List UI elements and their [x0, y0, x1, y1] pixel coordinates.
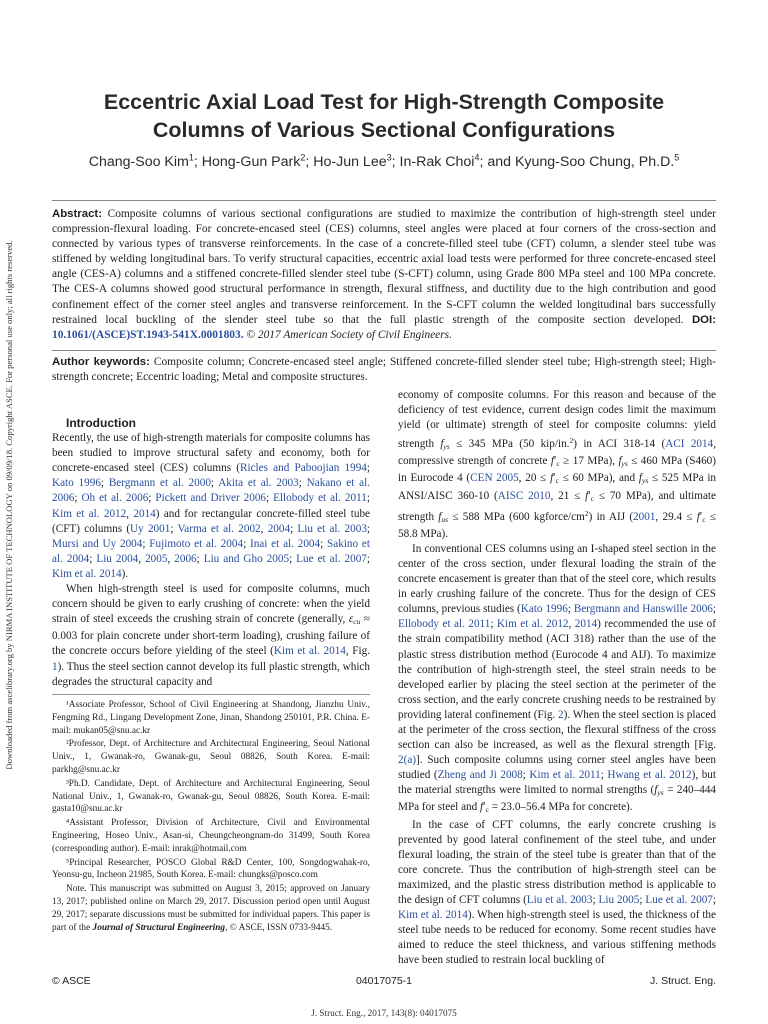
footnotes: [52, 694, 370, 935]
keywords-rule: [52, 350, 716, 351]
body-paragraph: Recently, the use of high-strength materials for composite columns has been studied to improve structural safety and economy, both for concrete-encased steel (CES) columns (Ricles and Paboojian 1994; Kato 1996; Bergmann et al. 2000; Akita et al. 2003; Nakano et al. 2006; Oh et al. 2006; Pickett and Driver 2006; Ellobody et al. 2011; Kim et al. 2012, 2014) and for rectangular concrete-filled steel tube (CFT) columns (Uy 2001; Varma et al. 2002, 2004; Liu et al. 2003; Mursi and Uy 2004; Fujimoto et al. 2004; Inai et al. 2004; Sakino et al. 2004; Liu 2004, 2005, 2006; Liu and Gho 2005; Lue et al. 2007; Kim et al. 2014).: [52, 432, 371, 580]
abstract: [52, 207, 716, 343]
page-citation: J. Struct. Eng., 2017, 143(8): 04017075: [311, 1008, 457, 1018]
copyright-notice: © 2017 American Society of Civil Engineers.: [246, 328, 452, 341]
keywords-label: Author keywords:: [52, 356, 150, 368]
paper-title: [40, 88, 728, 144]
author: Kyung-Soo Chung, Ph.D.$^5$: [514, 152, 680, 170]
journal-name: Journal of Structural Engineering: [92, 922, 226, 933]
body-paragraph: In the case of CFT columns, the early concrete crushing is prevented by good lateral confinement of the steel tube, and under flexural loading, the strain of the steel tube is greater than that of the core concrete. Thus the contribution of high-strength steel can be maximized, and the plastic stress distribution method is applicable to the design of CFT columns (Liu et al. 2003; Liu 2005; Lue et al. 2007; Kim et al. 2014). When high-strength steel is used, the thickness of the steel tube needs to be reduced for economy. Some recent studies have aimed to reduce the steel thickness, and various stiffening methods have been studied to restrain local buckling of: [398, 818, 717, 967]
right-column: [398, 388, 716, 968]
author-keywords: [52, 355, 716, 385]
submission-note: Note. This manuscript was submitted on August 3, 2015; approved on January 13, 2017; published online on March 29, 2017. Discussion period open until August 29, 2017; separate discussions must be submitted for individual papers. This paper is part of the Journal of Structural Engineering, © ASCE, ISSN 0733-9445.: [52, 884, 370, 933]
author: Ho-Jun Lee$^3$;: [313, 152, 400, 170]
footer-copyright: © ASCE: [52, 975, 91, 987]
author: Chang-Soo Kim$^1$;: [88, 152, 202, 170]
left-column: [52, 416, 370, 690]
download-notice: [0, 150, 18, 860]
title-line-1: Eccentric Axial Load Test for High-Strength Composite: [103, 90, 665, 114]
keywords-text: Composite column; Concrete-encased steel angle; Stiffened concrete-filled slender steel tube; High-strength steel; High-strength concrete; Eccentric loading; Metal and composite structures.: [52, 356, 716, 384]
body-paragraph: When high-strength steel is used for composite columns, much concern should be given to early crushing of concrete: when the yield strain of steel exceeds the crushing strain of concrete (generally, $\varepsilon_{cu} \approx 0.003$ for plain concrete under short-term loading), crushing failure of the concrete occurs before yielding of the steel (Kim et al. 2014, Fig. 1). Thus the steel section cannot develop its full plastic strength, which degrades the structural capacity and: [52, 583, 371, 688]
title-line-2: Columns of Various Sectional Configurations: [152, 118, 616, 142]
author: In-Rak Choi$^4$; and: [399, 152, 515, 170]
abstract-text: Composite columns of various sectional configurations are studied to maximize the contribution of high-strength steel under compression-flexural loading. For concrete-encased steel (CES) columns, steel angles were placed at four corners of the cross-section and connected by various types of transverse reinforcements. In the case of a concrete-filled steel tube (CFT) column, a slender steel tube was stiffened by welding longitudinal bars. To verify structural capacities, eccentric axial load tests were performed for three concrete-encased steel angle (CES-A) columns and a stiffened concrete-filled slender steel tube (S-CFT) column, using Grade 800 MPa steel and 100 MPa concrete. The CES-A columns showed good structural performance in strength, flexural stiffness, and ductility due to the high contribution and good confinement effect of the corner steel angles and transverse reinforcement. In the S-CFT column the welded longitudinal bars successfully restrained local buckling of the slender steel tube so that the full plastic strength of the composite section developed.: [52, 208, 716, 326]
download-notice-text: Downloaded from ascelibrary.org by NIRMA INSTITUTE OF TECHNOLOGY on 09/09/18. Copyright ASCE. For personal use only; all rights reserved.: [4, 240, 14, 770]
body-paragraph: In conventional CES columns using an I-shaped steel section in the center of the cross section, under flexural loading the strain of the concrete encasement is greater than that of the steel core, which results in early crushing failure of the concrete. Thus for the design of CES columns, previous studies (Kato 1996; Bergmann and Hanswille 2006; Ellobody et al. 2011; Kim et al. 2012, 2014) recommended the use of the strain compatibility method (ACI 318) rather than the use of the plastic stress distribution method (Eurocode 4 and AIJ). To maximize the contribution of high-strength steel, the steel strain needs to be developed earlier by placing the steel section at the perimeter of the cross section, and the early concrete crushing needs to be restrained by providing lateral confinement (Fig. 2). When the steel section is placed at the perimeter of the cross section, the flexural stiffness of the cross section can also be increased, as well as the flexural strength [Fig. 2(a)]. Such composite columns using corner steel angles have been studied (Zheng and Ji 2008; Kim et al. 2011; Hwang et al. 2012), but the material strengths were limited to normal strengths ($f_{ys} = 240-444$ MPa for steel and $f'_c = 23.0-56.4$ MPa for concrete).: [398, 542, 717, 815]
footnote-3: ³Ph.D. Candidate, Dept. of Architecture and Architectural Engineering, Seoul National Univ., 1, Gwanak-ro, Gwanak-gu, Seoul 08826, South Korea. E-mail: gasta10@snu.ac.kr: [52, 778, 370, 815]
abstract-top-rule: [52, 200, 716, 201]
footer-article-number: 04017075-1: [355, 975, 413, 987]
footnote-1: ¹Associate Professor, School of Civil Engineering at Shandong, Jianzhu Univ., Fengming Rd., Lingang Development Zone, Jinan, Shandong 250101, P.R. China. E-mail: mukan05@snu.ac.kr: [52, 700, 370, 736]
doi-label: DOI:: [691, 313, 716, 326]
doi-link[interactable]: 10.1061/(ASCE)ST.1943-541X.0001803.: [52, 328, 244, 341]
footer-journal: J. Struct. Eng.: [650, 975, 716, 987]
body-paragraph: economy of composite columns. For this reason and because of the deficiency of test evidence, current design codes limit the maximum yield (or ultimate) strength of steel for composite columns: yield strength $f_{ys} \le 345$ MPa (50 kip/in.$^2$) in ACI 318-14 (ACI 2014, compressive strength of concrete $f'_c \ge 17$ MPa), $f_{ys} \le 460$ MPa (S460) in Eurocode 4 (CEN 2005, $20 \le f'_c \le 60$ MPa), and $f_{ys} \le 525$ MPa in ANSI/AISC 360-10 (AISC 2010, $21 \le f'_c \le 70$ MPa), and ultimate strength $f_{us} \le 588$ MPa (600 kgforce/$cm^2$) in AIJ (2001, $29.4 \le f'_c \le 58.8$ MPa).: [398, 389, 717, 540]
author: Hong-Gun Park$^2$;: [201, 152, 314, 170]
footnote-5: ⁵Principal Researcher, POSCO Global R&D Center, 100, Songdogwahak-ro, Yeonsu-gu, Incheon 21985, South Korea. E-mail: chungks@posco.com: [52, 857, 370, 881]
abstract-label: Abstract:: [52, 208, 103, 220]
footnote-2: ²Professor, Dept. of Architecture and Architectural Engineering, Seoul National Univ., 1, Gwanak-ro, Gwanak-gu, Seoul 08826, South Korea. E-mail: parkhg@snu.ac.kr: [52, 739, 370, 775]
footnote-rule: [52, 694, 370, 695]
footnote-4: ⁴Assistant Professor, Division of Architecture, Civil and Environmental Engineering, Hoseo Univ., Asan-si, Cheungcheongnam-do 31499, South Korea (corresponding author). E-mail: inrak@hotmail.com: [52, 818, 370, 854]
author-list: [40, 152, 728, 170]
section-heading-introduction: Introduction: [66, 416, 136, 430]
